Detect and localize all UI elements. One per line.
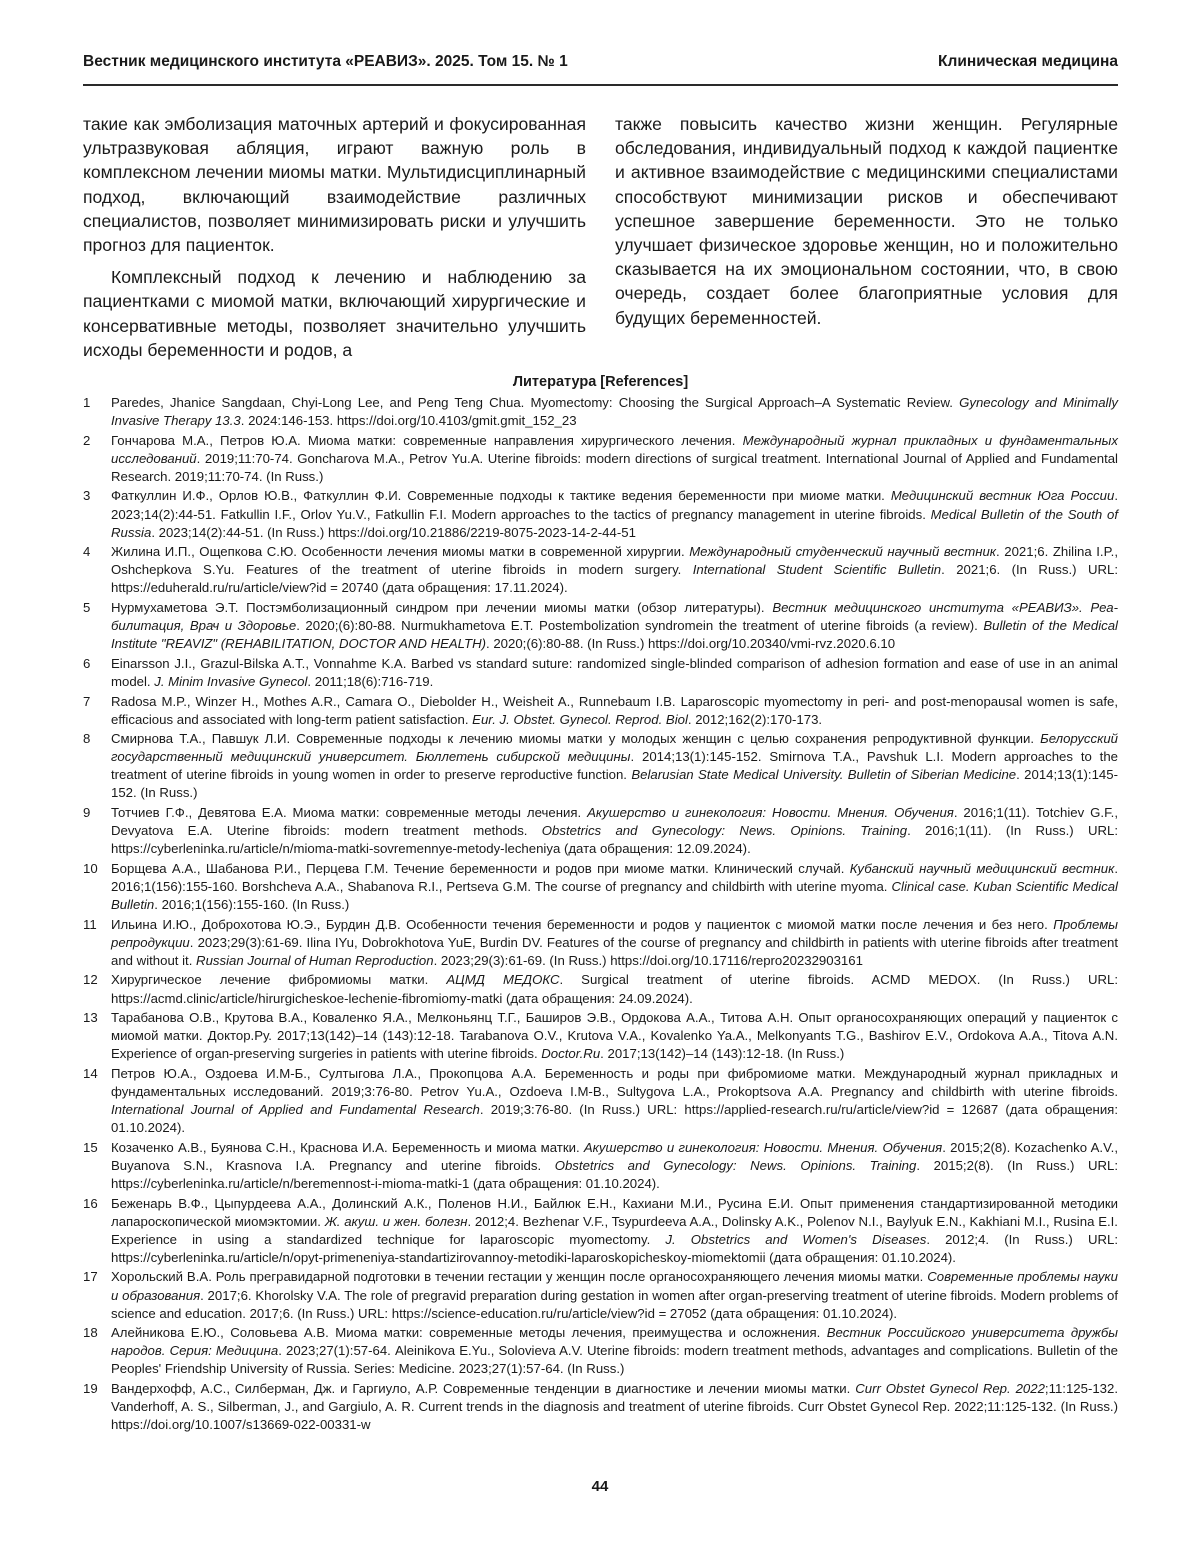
reference-fragment: Жилина И.П., Ощепкова С.Ю. Особенности лечения миомы матки в современной хирургии. [111, 544, 690, 560]
reference-fragment: Козаченко А.В., Буянова С.Н., Краснова И.А. Беременность и миома матки. [111, 1139, 584, 1155]
reference-source: Gynecology and Minimally Invasive Therapy 13.3 [111, 395, 1118, 429]
reference-source: Clinical case. Kuban Scientific Medical Bulletin [111, 878, 1118, 913]
page-number: 44 [591, 1478, 609, 1495]
reference-number: 6 [83, 655, 91, 671]
reference-fragment: Тарабанова О.В., Крутова В.А., Коваленко Я.А., Мелконьянц Т.Г., Баширов Э.В., Ордокова А.А., Титова А.Н. Опыт органосохраняющих операций у пациенток с миомой матки. Доктор.Ру. 2017;13(142)–14 (143):12-18. Tarabanova O.V., Krutova V.A., Kovalenko Ya.A., Melkonyants T.G., Bashirov E.V., Ordokova A.A., Titova A.N. Experience of organ-preserving surgeries in patients with uterine fibroids. [111, 1010, 1118, 1062]
reference-fragment: . 2024:146-153. https://doi.org/10.4103/gmit.gmit_152_23 [240, 413, 577, 429]
reference-source: Bulletin of the Medical Institute "REAVIZ" (REHABILITATION, DOCTOR AND HEALTH) [111, 618, 1118, 652]
reference-fragment: . 2016;1(11). (In Russ.) URL: https://cyberleninka.ru/article/n/mioma-matki-sovremennye-metody-lecheniya (дата обращения: 12.09.2024). [111, 823, 1118, 857]
reference-source: Belarusian State Medical University. Bulletin of Siberian Medicine [631, 767, 1017, 783]
reference-source: Проблемы репродукции [111, 916, 1118, 950]
reference-source: Акушерство и гинекология: Новости. Мнения. Обучения [587, 805, 954, 821]
reference-source: Кубанский научный медицинский вестник [849, 860, 1115, 876]
reference-fragment: . 2023;27(1):57-64. Aleinikova E.Yu., Solovieva A.V. Uterine fibroids: modern treatment methods, advantages and complications. Bulletin of the Peoples' Friendship University of Russia. Series: Medicine. 2023;27(1):57-64. (In Russ.) [111, 1343, 1118, 1377]
reference-fragment: Einarsson J.I., Grazul-Bilska A.T., Vonnahme K.A. Barbed vs standard suture: randomized single-blinded comparison of adhesion formation and ease of use in an animal model. [111, 655, 1118, 689]
reference-item [83, 543, 1118, 597]
reference-item [83, 1139, 1118, 1193]
header-divider [83, 84, 1118, 86]
reference-text [111, 1195, 1118, 1267]
reference-item [83, 693, 1118, 729]
reference-fragment: . Surgical treatment of uterine fibroids. ACMD MEDOX. (In Russ.) URL: https://acmd.clinic/article/hirurgicheskoe-lechenie-fibromiomy-matki (дата обращения: 24.09.2024). [111, 972, 1118, 1006]
reference-fragment: . 2020;(6):80-88. (In Russ.) https://doi.org/10.20340/vmi-rvz.2020.6.10 [486, 636, 896, 652]
reference-fragment: . 2011;18(6):716-719. [307, 673, 434, 689]
reference-item [83, 804, 1118, 858]
reference-item [83, 860, 1118, 914]
reference-fragment: . 2014;13(1):145-152. (In Russ.) [111, 767, 1118, 801]
reference-text [111, 432, 1118, 486]
section-title: Клиническая медицина [938, 53, 1118, 70]
reference-source: АЦМД МЕДОКС [446, 972, 560, 988]
reference-fragment: . 2019;3:76-80. (In Russ.) URL: https://applied-research.ru/ru/article/view?id = 12687 (дата обращения: 01.10.2024). [111, 1102, 1118, 1136]
reference-text [111, 693, 1118, 729]
reference-source: Международный студенческий научный вестник [689, 544, 997, 560]
reference-text [111, 394, 1118, 430]
reference-source: Международный журнал прикладных и фундаментальных исследований [111, 432, 1118, 466]
reference-fragment: . 2021;6. Zhilina I.P., Oshchepkova S.Yu. Features of the treatment of uterine fibroids in modern surgery. [111, 544, 1118, 578]
reference-fragment: . 2023;29(3):61-69. (In Russ.) https://doi.org/10.17116/repro20232903161 [433, 952, 863, 968]
reference-number: 5 [83, 600, 91, 616]
reference-source: International Journal of Applied and Fundamental Research [111, 1102, 480, 1118]
reference-source: International Student Scientific Bulletin [692, 562, 942, 578]
reference-fragment: Вандерхофф, А.С., Силберман, Дж. и Гаргиуло, А.Р. Современные тенденции в диагностике и лечении миомы матки. [111, 1380, 856, 1396]
reference-text [111, 730, 1118, 802]
reference-fragment: . 2015;2(8). (In Russ.) URL: https://cyberleninka.ru/article/n/beremennost-i-mioma-matki-1 (дата обращения: 01.10.2024). [111, 1157, 1119, 1191]
references-list [83, 394, 1118, 1436]
reference-source: Вестник медицинского института «РЕАВИЗ». Реабилитация, Врач и Здоровье [111, 600, 1118, 634]
reference-item [83, 730, 1118, 802]
reference-item [83, 487, 1118, 541]
reference-source: J. Minim Invasive Gynecol [154, 673, 308, 689]
reference-fragment: ;11:125-132. Vanderhoff, A. S., Silberman, J., and Gargiulo, A. R. Current trends in the diagnosis and treatment of uterine fibroids. Curr Obstet Gynecol Rep. 2022;11:125-132. (In Russ.) https://doi.org/10.1007/s13669-022-00331-w [111, 1380, 1118, 1433]
body-text [83, 112, 1118, 370]
reference-fragment: Paredes, Jhanice Sangdaan, Chyi-Long Lee, and Peng Teng Chua. Myomectomy: Choosing the Surgical Approach–A Systematic Review. [111, 395, 960, 410]
reference-text [111, 916, 1118, 970]
journal-title: Вестник медицинского института «РЕАВИЗ». 2025. Том 15. № 1 [83, 53, 568, 70]
reference-number: 7 [83, 693, 91, 709]
reference-fragment: Хорольский В.А. Роль прегравидарной подготовки в течении гестации у женщин после органосохраняющего лечения миомы матки. [111, 1269, 928, 1285]
reference-text [111, 971, 1118, 1007]
reference-source: Акушерство и гинекология: Новости. Мнения. Обучения [583, 1139, 943, 1155]
reference-item [83, 1195, 1118, 1267]
reference-fragment: Ильина И.Ю., Доброхотова Ю.Э., Бурдин Д.В. Особенности течения беременности и родов у пациенток с миомой матки после лечения и без него. [111, 916, 1054, 932]
reference-text [111, 543, 1118, 597]
reference-text [111, 599, 1118, 653]
reference-source: Ж. акуш. и жен. болезн [324, 1213, 468, 1229]
reference-number: 13 [83, 1010, 98, 1026]
reference-item [83, 394, 1118, 430]
reference-number: 10 [83, 860, 98, 876]
reference-item [83, 1324, 1118, 1378]
reference-fragment: . 2015;2(8). Kozachenko A.V., Buyanova S.N., Krasnova I.A. Pregnancy and uterine fibroids. [111, 1139, 1118, 1173]
reference-fragment: . 2017;6. Khorolsky V.A. The role of pregravid preparation during gestation in women after organ-preserving treatment of uterine fibroids. Modern problems of science and education. 2017;6. (In Russ.) URL: https://science-education.ru/ru/article/view?id = 27052 (дата обращения: 01.10.2024). [111, 1287, 1118, 1321]
running-header [83, 53, 1118, 71]
reference-item [83, 971, 1118, 1007]
reference-source: J. Obstetrics and Women's Diseases [665, 1231, 927, 1247]
reference-number: 11 [83, 916, 97, 932]
reference-source: Obstetrics and Gynecology: News. Opinions. Training [541, 823, 908, 839]
reference-source: Медицинский вестник Юга России [890, 488, 1115, 504]
reference-number: 14 [83, 1065, 98, 1081]
left-column [83, 112, 586, 370]
reference-number: 12 [83, 972, 98, 988]
paragraph: также повысить качество жизни женщин. Регулярные обследования, индивидуальный подход к каждой пациентке и активное взаимодействие с медицинскими специалистами способствуют минимизации рисков и обеспечивают успешное завершение беременности. Это не только улучшает физическое здоровье женщин, но и положительно сказывается на их эмоциональном состоянии, что, в свою очередь, создает более благоприятные условия для будущих беременностей. [615, 114, 1118, 328]
reference-fragment: . 2016;1(156):155-160. (In Russ.) [154, 897, 350, 913]
references-heading: Литература [References] [512, 374, 689, 390]
reference-number: 3 [83, 488, 91, 504]
reference-number: 1 [83, 395, 91, 410]
reference-fragment: Фаткуллин И.Ф., Орлов Ю.В., Фаткуллин Ф.И. Современные подходы к тактике ведения беременности при миоме матки. [111, 488, 891, 504]
paragraph: такие как эмболизация маточных артерий и фокусированная ультразвуковая абляция, играют важную роль в комплексном лечении миомы матки. Мультидисциплинарный подход, включающий взаимодействие различных специалистов, позволяет минимизировать риски и улучшить прогноз для пациенток. [83, 114, 586, 256]
reference-fragment: . 2017;13(142)–14 (143):12-18. (In Russ.) [600, 1046, 845, 1062]
reference-number: 8 [83, 731, 91, 747]
reference-fragment: Петров Ю.А., Оздоева И.М-Б., Султыгова Л.А., Прокопцова А.А. Беременность и роды при фибромиоме матки. Международный журнал прикладных и фундаментальных исследований. 2019;3:76-80. Petrov Yu.A., Ozdoeva I.M-B., Sultygova L.A., Prokoptsova A.A. Pregnancy and childbirth with uterine fibroids. [111, 1065, 1118, 1099]
reference-number: 4 [83, 544, 91, 560]
reference-item [83, 916, 1118, 970]
reference-text [111, 487, 1118, 541]
reference-fragment: . 2014;13(1):145-152. Smirnova T.A., Pavshuk L.I. Modern approaches to the treatment of uterine fibroids in young women in order to preserve reproductive function. [111, 749, 1118, 783]
reference-item [83, 1268, 1118, 1322]
reference-source: Obstetrics and Gynecology: News. Opinions. Training [554, 1157, 917, 1173]
reference-source: Russian Journal of Human Reproduction [196, 952, 434, 968]
reference-fragment: Алейникова Е.Ю., Соловьева А.В. Миома матки: современные методы лечения, преимущества и осложнения. [111, 1325, 827, 1341]
reference-fragment: Нурмухаметова Э.Т. Постэмболизационный синдром при лечении миомы матки (обзор литературы). [111, 600, 773, 616]
reference-number: 15 [83, 1139, 98, 1155]
reference-fragment: . 2016;1(156):155-160. Borshcheva A.A., Shabanova R.I., Pertseva G.M. The course of pregnancy and childbirth with uterine myoma. [111, 860, 1118, 894]
reference-text [111, 1268, 1118, 1322]
reference-number: 2 [83, 432, 91, 448]
reference-text [111, 1380, 1118, 1434]
reference-fragment: Гончарова М.А., Петров Ю.А. Миома матки: современные направления хирургического лечения. [111, 432, 743, 448]
reference-fragment: . 2020;(6):80-88. Nurmukhametova E.T. Postembolization syndromein the treatment of uterine fibroids (a review). [296, 618, 984, 634]
reference-item [83, 599, 1118, 653]
reference-fragment: Radosa M.P., Winzer H., Mothes A.R., Camara O., Diebolder H., Weisheit A., Runnebaum I.B. Laparoscopic myomectomy in peri- and post-menopausal women is safe, efficacious and associated with long-term patient satisfaction. [111, 693, 1118, 727]
reference-text [111, 1139, 1118, 1193]
reference-item [83, 1065, 1118, 1137]
reference-fragment: Хирургическое лечение фибромиомы матки. [111, 972, 447, 988]
reference-text [111, 1324, 1118, 1378]
reference-fragment: . 2023;14(2):44-51. Fatkullin I.F., Orlov Yu.V., Fatkullin F.I. Modern approaches to the tactics of pregnancy management in uterine fibroids. [111, 488, 1118, 522]
reference-source: Doctor.Ru [541, 1046, 601, 1062]
reference-text [111, 860, 1118, 914]
reference-number: 19 [83, 1380, 98, 1396]
reference-text [111, 1065, 1118, 1137]
reference-source: Medical Bulletin of the South of Russia [111, 506, 1118, 540]
reference-source: Вестник Российского университета дружбы народов. Серия: Медицина [111, 1325, 1118, 1359]
reference-fragment: . 2012;4. (In Russ.) URL: https://cyberleninka.ru/article/n/opyt-primeneniya-standartizirovannoy-metodiki-laparoskopicheskoy-miomektomii (дата обращения: 01.10.2024). [111, 1231, 1118, 1265]
reference-fragment: Смирнова Т.А., Павшук Л.И. Современные подходы к лечению миомы матки у молодых женщин с целью сохранения репродуктивной функции. [111, 731, 1041, 747]
reference-fragment: . 2021;6. (In Russ.) URL: https://eduherald.ru/ru/article/view?id = 20740 (дата обращения: 17.11.2024). [111, 562, 1118, 596]
reference-fragment: Тотчиев Г.Ф., Девятова Е.А. Миома матки: современные методы лечения. [111, 805, 588, 821]
reference-source: Eur. J. Obstet. Gynecol. Reprod. Biol [472, 711, 688, 727]
reference-text [111, 1009, 1118, 1063]
reference-text [111, 804, 1118, 858]
reference-fragment: Беженарь В.Ф., Цыпурдеева А.А., Долинский А.К., Поленов Н.И., Байлюк Е.Н., Кахиани М.И., Русина Е.И. Опыт применения стандартизированной методики лапароскопической миомэктомии. [111, 1195, 1118, 1229]
reference-text [111, 655, 1118, 691]
paragraph: Комплексный подход к лечению и наблюдению за пациентками с миомой матки, включающий хирургические и консервативные методы, позволяет значительно улучшить исходы беременности и родов, а [83, 267, 586, 360]
reference-number: 17 [83, 1269, 98, 1285]
reference-item [83, 1380, 1118, 1434]
reference-source: Curr Obstet Gynecol Rep. 2022 [855, 1380, 1045, 1396]
reference-item [83, 1009, 1118, 1063]
reference-fragment: Борщева А.А., Шабанова Р.И., Перцева Г.М. Течение беременности и родов при миоме матки. Клинический случай. [111, 860, 850, 876]
reference-fragment: . 2012;162(2):170-173. [687, 711, 823, 727]
right-column [615, 112, 1118, 370]
reference-number: 16 [83, 1195, 98, 1211]
reference-source: Белорусский государственный медицинский университет. Бюллетень сибирской медицины [111, 731, 1118, 765]
reference-number: 9 [83, 805, 91, 821]
reference-source: Современные проблемы науки и образования [111, 1269, 1118, 1303]
reference-number: 18 [83, 1325, 98, 1341]
reference-fragment: . 2019;11:70-74. Goncharova M.A., Petrov Yu.A. Uterine fibroids: modern directions of surgical treatment. International Journal of Applied and Fundamental Research. 2019;11:70-74. (In Russ.) [111, 450, 1118, 484]
reference-item [83, 432, 1118, 486]
reference-item [83, 655, 1118, 691]
reference-fragment: . 2023;14(2):44-51. (In Russ.) https://doi.org/10.21886/2219-8075-2023-14-2-44-51 [151, 524, 636, 540]
reference-fragment: . 2012;4. Bezhenar V.F., Tsypurdeeva A.A., Dolinsky A.K., Polenov N.I., Baylyuk E.N., Kakhiani M.I., Rusina E.I. Experience in using a standardized technique for laparoscopic myomectomy. [111, 1213, 1118, 1247]
reference-fragment: . 2023;29(3):61-69. Ilina IYu, Dobrokhotova YuE, Burdin DV. Features of the course of pregnancy and childbirth in patients with uterine fibroids after treatment and without it. [111, 934, 1118, 968]
reference-fragment: . 2016;1(11). Totchiev G.F., Devyatova E.A. Uterine fibroids: modern treatment methods. [111, 805, 1118, 839]
